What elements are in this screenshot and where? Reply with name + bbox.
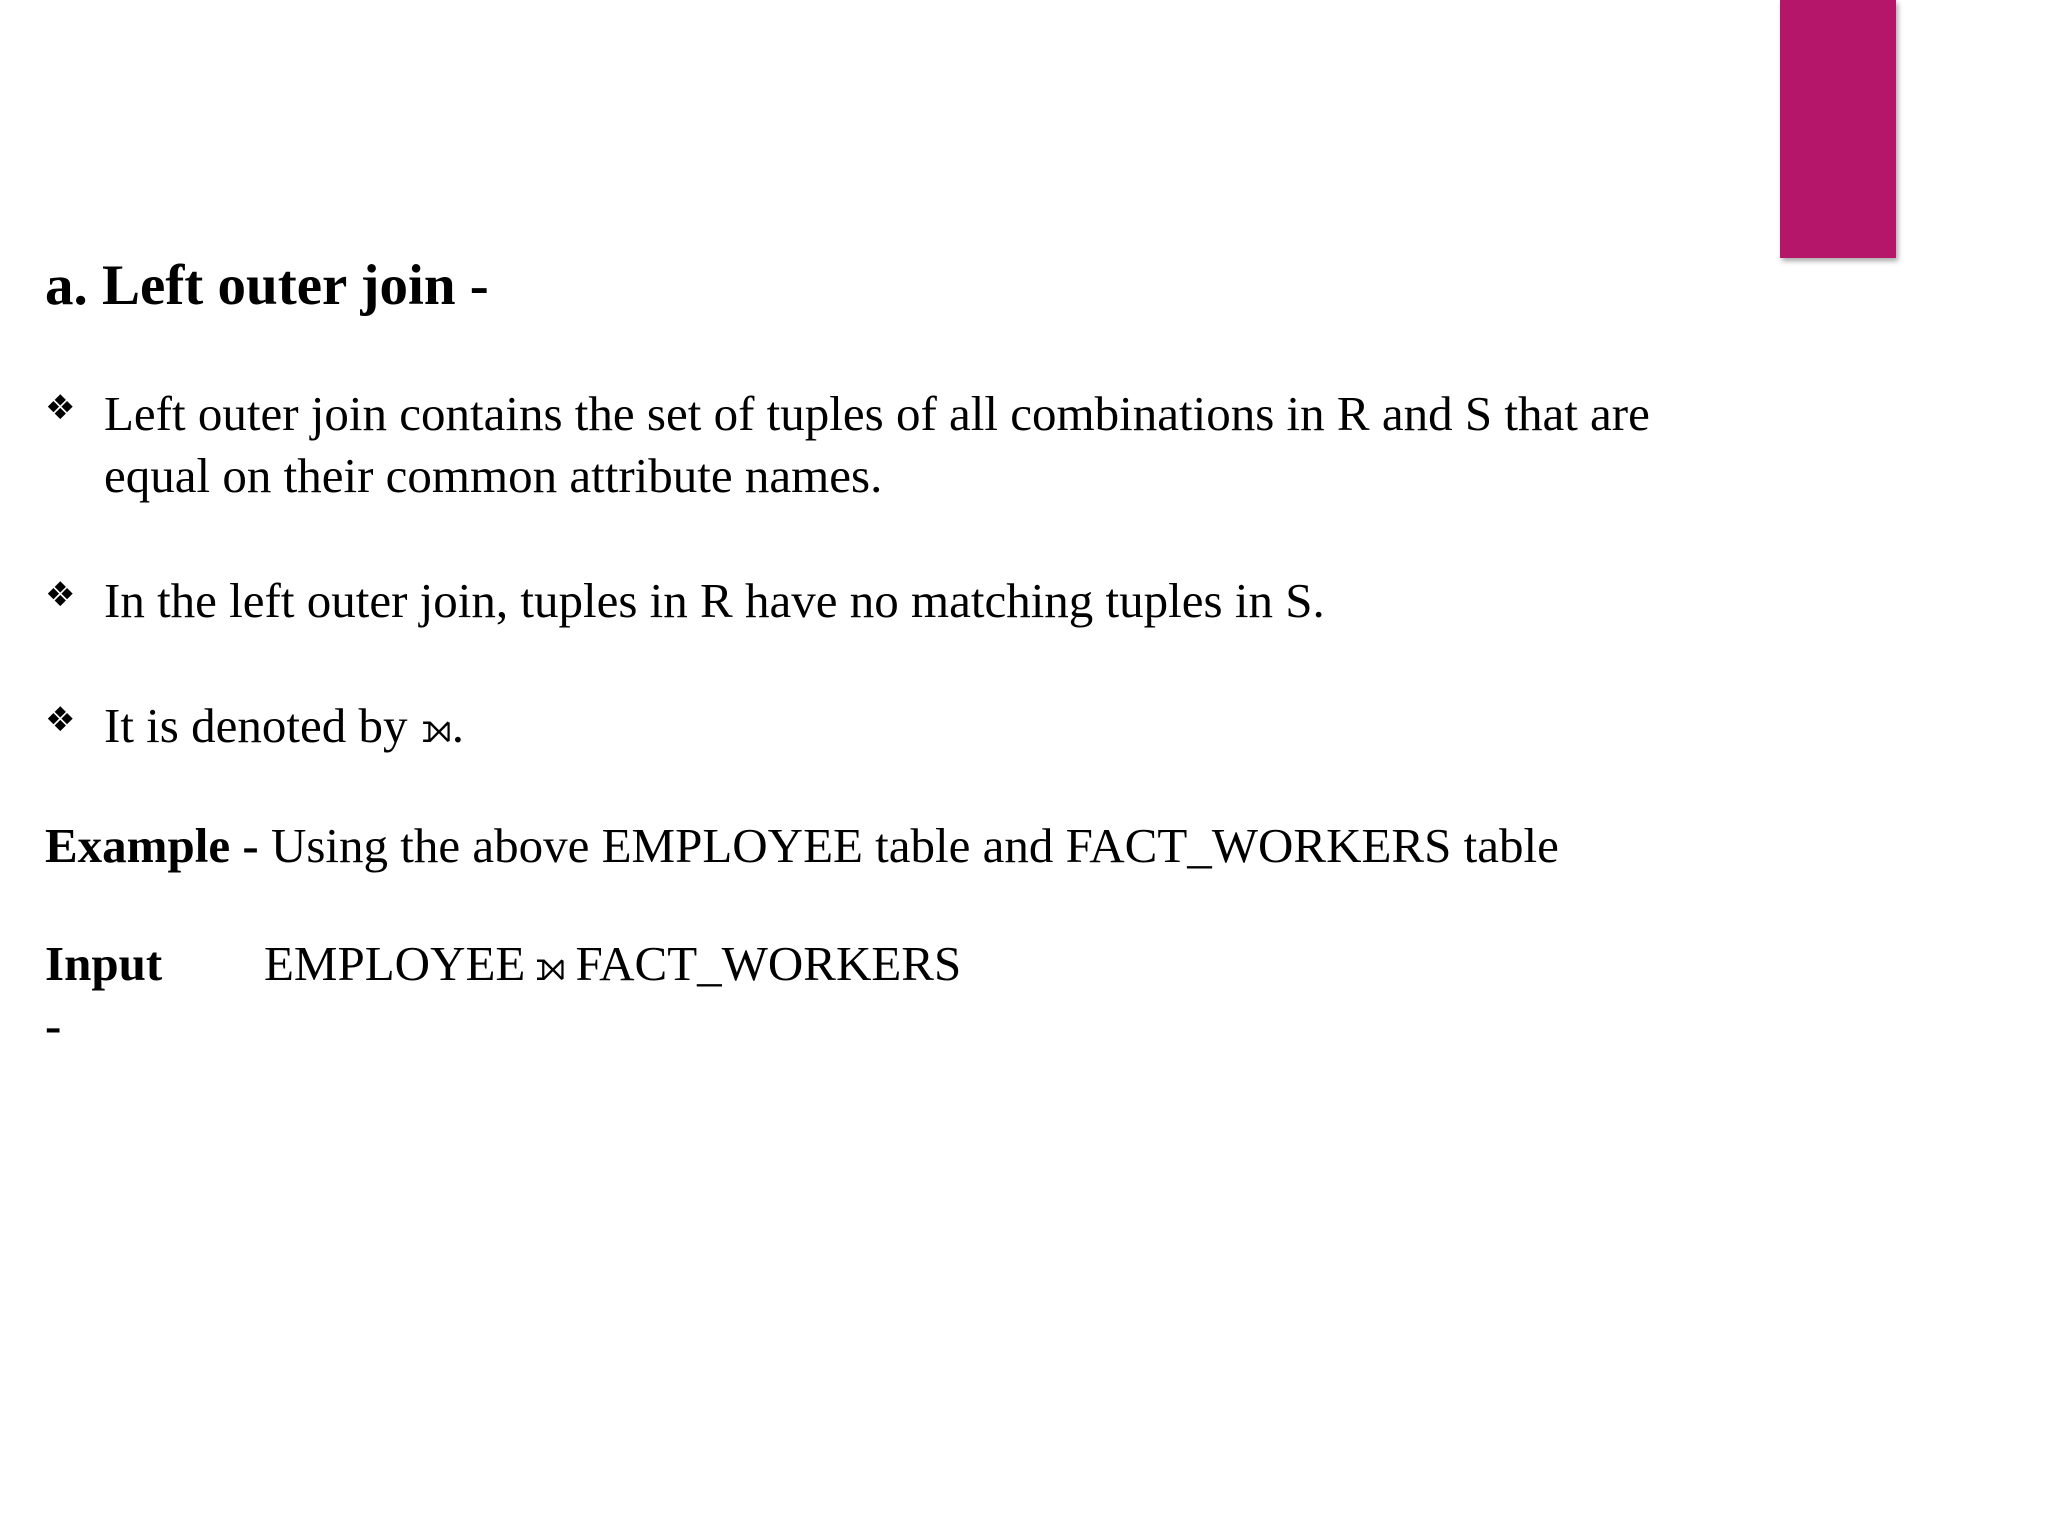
bullet-text: Left outer join contains the set of tuples of all combinations in R and S that are equal on their common attribute names. xyxy=(104,386,1650,503)
bullet-item xyxy=(45,570,1765,632)
example-line xyxy=(45,815,1559,877)
example-text: Using the above EMPLOYEE table and FACT_WORKERS table xyxy=(270,818,1559,873)
bullet-text-suffix: . xyxy=(451,698,464,753)
left-outer-join-icon: ⟕ xyxy=(535,944,566,990)
diamond-bullet-icon: ❖ xyxy=(45,700,76,740)
bullet-text xyxy=(104,695,1765,760)
example-label: Example - xyxy=(45,818,259,873)
diamond-bullet-icon: ❖ xyxy=(45,388,76,428)
bullet-text-main: It is denoted by xyxy=(104,698,408,753)
bullet-item xyxy=(45,695,1765,760)
slide-heading: a. Left outer join - xyxy=(45,254,489,317)
input-expression xyxy=(264,933,961,998)
input-label: Input - xyxy=(45,936,163,1053)
accent-bar xyxy=(1780,0,1896,258)
bullet-item xyxy=(45,383,1765,507)
diamond-bullet-icon: ❖ xyxy=(45,575,76,615)
bullet-text: In the left outer join, tuples in R have no matching tuples in S. xyxy=(104,573,1325,628)
left-operand: EMPLOYEE xyxy=(264,936,526,991)
right-operand: FACT_WORKERS xyxy=(575,936,962,991)
left-outer-join-icon: ⟕ xyxy=(421,706,452,752)
